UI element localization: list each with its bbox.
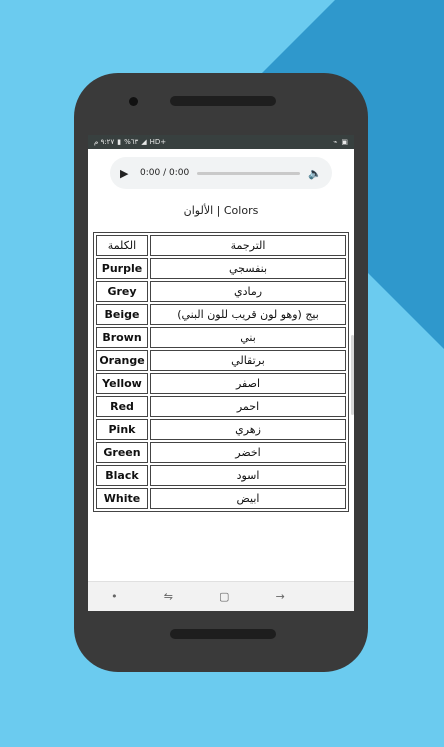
- status-left: [94, 138, 166, 146]
- signal-icon: ◢: [141, 138, 147, 146]
- translation-cell: بيج (وهو لون قريب للون البني): [150, 304, 346, 325]
- speaker-grille: [170, 96, 276, 106]
- phone-frame: [74, 73, 368, 672]
- status-time: ٩:٢٧ م: [94, 138, 115, 146]
- word-cell: Grey: [96, 281, 148, 302]
- word-cell: Orange: [96, 350, 148, 371]
- table-row: [96, 419, 346, 440]
- navigation-bar: [88, 581, 354, 611]
- translation-cell: رمادي: [150, 281, 346, 302]
- table-row: [96, 281, 346, 302]
- table-row: [96, 258, 346, 279]
- translation-cell: زهري: [150, 419, 346, 440]
- translation-cell: ابيض: [150, 488, 346, 509]
- word-cell: Brown: [96, 327, 148, 348]
- audio-progress-bar[interactable]: [197, 172, 300, 175]
- cast-icon: ⌁: [333, 138, 338, 146]
- status-right: [333, 138, 348, 146]
- battery-percent: %٦٣: [124, 138, 139, 146]
- back-icon[interactable]: ⇋: [163, 590, 173, 603]
- header-word: الكلمة: [96, 235, 148, 256]
- table-header-row: [96, 235, 346, 256]
- table-row: [96, 442, 346, 463]
- word-cell: Green: [96, 442, 148, 463]
- word-cell: Pink: [96, 419, 148, 440]
- status-bar: [88, 135, 354, 149]
- table-row: [96, 373, 346, 394]
- network-label: HD+: [149, 138, 167, 146]
- home-icon[interactable]: ▢: [219, 590, 230, 603]
- dot-icon: •: [111, 590, 118, 603]
- translation-cell: بنفسجي: [150, 258, 346, 279]
- word-cell: Black: [96, 465, 148, 486]
- translation-cell: اسود: [150, 465, 346, 486]
- table-row: [96, 465, 346, 486]
- recents-icon[interactable]: →: [275, 590, 285, 603]
- page-title: الألوان | Colors: [183, 204, 259, 217]
- translation-cell: بني: [150, 327, 346, 348]
- audio-time: 0:00 / 0:00: [140, 168, 190, 178]
- translation-cell: اخضر: [150, 442, 346, 463]
- audio-player[interactable]: [110, 157, 332, 189]
- table-row: [96, 327, 346, 348]
- table-row: [96, 396, 346, 417]
- word-cell: Red: [96, 396, 148, 417]
- play-icon[interactable]: ▶: [120, 166, 129, 180]
- word-cell: Beige: [96, 304, 148, 325]
- translation-cell: برتقالي: [150, 350, 346, 371]
- battery-icon: ▮: [117, 138, 122, 146]
- speaker-grille-bottom: [170, 629, 276, 639]
- word-cell: White: [96, 488, 148, 509]
- word-cell: Purple: [96, 258, 148, 279]
- scrollbar[interactable]: [351, 335, 354, 415]
- word-cell: Yellow: [96, 373, 148, 394]
- volume-icon[interactable]: 🔈: [308, 166, 322, 180]
- translation-cell: اصفر: [150, 373, 346, 394]
- table-row: [96, 350, 346, 371]
- phone-screen: [88, 135, 354, 611]
- translation-cell: احمر: [150, 396, 346, 417]
- header-translation: الترجمة: [150, 235, 346, 256]
- table-row: [96, 488, 346, 509]
- camera-icon: [129, 97, 138, 106]
- table-row: [96, 304, 346, 325]
- colors-table: [93, 232, 349, 512]
- image-icon: ▣: [341, 138, 348, 146]
